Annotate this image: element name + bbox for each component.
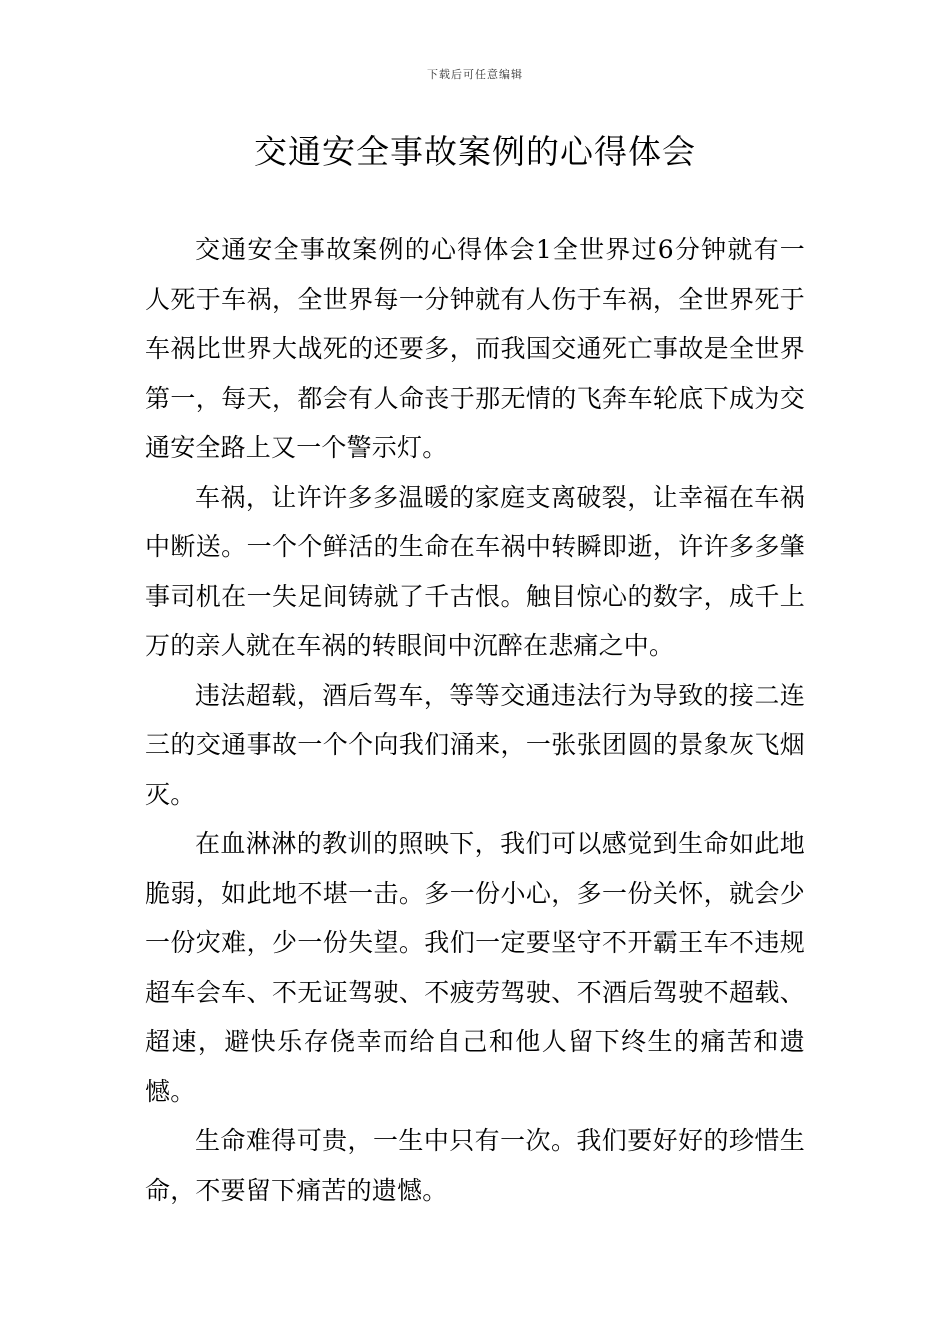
paragraph-2: 车祸，让许许多多温暖的家庭支离破裂，让幸福在车祸中断送。一个个鲜活的生命在车祸中转瞬即逝，许许多多肇事司机在一失足间铸就了千古恨。触目惊心的数字，成千上万的亲人就在车祸的转眼间中沉醉在悲痛之中。	[145, 482, 805, 660]
paragraph-5: 生命难得可贵，一生中只有一次。我们要好好的珍惜生命，不要留下痛苦的遗憾。	[145, 1126, 805, 1205]
paragraph-4: 在血淋淋的教训的照映下，我们可以感觉到生命如此地脆弱，如此地不堪一击。多一份小心，多一份关怀，就会少一份灾难，少一份失望。我们一定要坚守不开霸王车不违规超车会车、不无证驾驶、不疲劳驾驶、不酒后驾驶不超载、超速，避快乐存侥幸而给自己和他人留下终生的痛苦和遗憾。	[145, 829, 805, 1106]
header-note: 下载后可任意编辑	[427, 68, 523, 81]
paragraph-3: 违法超载，酒后驾车，等等交通违法行为导致的接二连三的交通事故一个个向我们涌来，一张张团圆的景象灰飞烟灭。	[145, 680, 805, 809]
document-title: 交通安全事故案例的心得体会	[254, 132, 696, 171]
paragraph-1: 交通安全事故案例的心得体会1全世界过6分钟就有一人死于车祸，全世界每一分钟就有人伤于车祸，全世界死于车祸比世界大战死的还要多，而我国交通死亡事故是全世界第一，每天，都会有人命丧于那无情的飞奔车轮底下成为交通安全路上又一个警示灯。	[145, 235, 805, 462]
document-body	[145, 225, 805, 1215]
